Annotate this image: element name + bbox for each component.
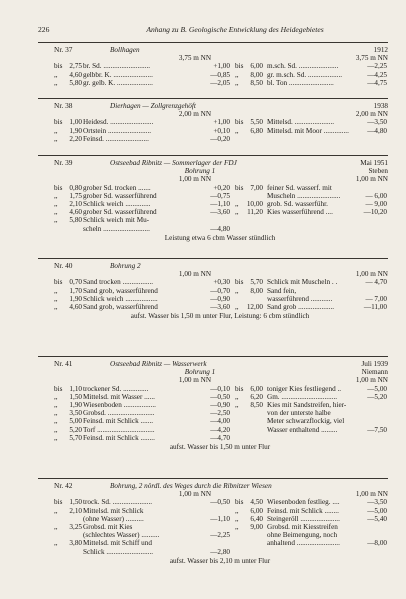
section-note: aufst. Wasser bis 1,50 m unter Flur, Leistung: 6 cbm stündlich bbox=[130, 312, 310, 321]
section-number: Nr. 41 bbox=[54, 359, 73, 368]
layer-depth: 8,00 bbox=[250, 286, 263, 295]
layer-desc: Sand grob, wasserführend bbox=[83, 286, 158, 295]
layer-desc: Sand trocken ................. bbox=[83, 278, 154, 287]
section-number: Nr. 39 bbox=[54, 158, 73, 167]
layer-desc: Kies wasserführend .... bbox=[267, 208, 333, 217]
layer-depth: 8,50 bbox=[250, 78, 263, 87]
layer-prefix: bis bbox=[235, 183, 244, 192]
layer-depth: 0,70 bbox=[69, 278, 82, 287]
layer-depth: 8,00 bbox=[250, 70, 263, 79]
layer-desc: gr. gelb. K. .................... bbox=[83, 78, 153, 87]
layer-prefix: ,, bbox=[54, 433, 58, 442]
layer-value: —0,50 bbox=[210, 392, 230, 401]
page-number: 226 bbox=[38, 25, 50, 34]
section-rule bbox=[38, 155, 388, 156]
layer-desc: Schlick mit Muscheln . . bbox=[267, 278, 338, 287]
section-bohrung: Bohrung 1 bbox=[184, 368, 216, 377]
layer-depth: 11,20 bbox=[247, 208, 263, 217]
layer-depth: 6,00 bbox=[250, 384, 263, 393]
layer-prefix: ,, bbox=[235, 208, 239, 217]
section-rule bbox=[38, 42, 388, 43]
section-year: 1912 bbox=[373, 46, 388, 54]
section-note: Leistung etwa 6 cbm Wasser stündlich bbox=[164, 233, 276, 242]
layer-depth: 5,80 bbox=[69, 216, 82, 225]
layer-value: +1,00 bbox=[213, 118, 230, 127]
layer-value: —0,85 bbox=[210, 70, 230, 79]
layer-desc: Schlick .......................... bbox=[83, 547, 154, 556]
layer-prefix: ,, bbox=[54, 70, 58, 79]
section-number: Nr. 37 bbox=[54, 45, 73, 54]
layer-depth: 5,00 bbox=[69, 417, 82, 426]
layer-value: —4,80 bbox=[210, 224, 230, 233]
left-ground-level: 1,00 m NN bbox=[178, 270, 212, 279]
layer-prefix: bis bbox=[54, 118, 63, 127]
section-place: Dierhagen — Zollgrenzgehöft bbox=[110, 102, 196, 110]
layer-value: +0,10 bbox=[213, 126, 230, 135]
layer-value: —3,60 bbox=[210, 208, 230, 217]
layer-value: —4,00 bbox=[210, 417, 230, 426]
layer-depth: 3,25 bbox=[69, 523, 82, 531]
layer-value: — 4,70 bbox=[365, 278, 387, 287]
layer-desc: von der unterste halbe bbox=[267, 409, 331, 418]
layer-value: —4,80 bbox=[367, 126, 387, 135]
layer-depth: 7,00 bbox=[250, 183, 263, 192]
layer-depth: 5,20 bbox=[69, 425, 82, 434]
layer-depth: 2,10 bbox=[69, 200, 82, 208]
layer-prefix: ,, bbox=[54, 523, 58, 531]
layer-prefix: ,, bbox=[235, 514, 239, 523]
layer-desc: (ohne Wasser) .......... bbox=[83, 514, 144, 523]
layer-desc: gelbbr. K. ...................... bbox=[83, 70, 153, 79]
layer-desc: trock. Sd. ...................... bbox=[83, 498, 153, 507]
layer-value: —11,00 bbox=[363, 303, 387, 311]
layer-depth: 2,20 bbox=[69, 134, 82, 143]
left-ground-level: 1,00 m NN bbox=[178, 175, 212, 184]
layer-depth: 3,50 bbox=[69, 409, 82, 418]
layer-prefix: ,, bbox=[54, 200, 58, 208]
layer-desc: bl. Ton ......................... bbox=[267, 78, 334, 87]
section-rule bbox=[38, 478, 388, 479]
layer-prefix: bis bbox=[54, 278, 63, 287]
layer-desc: Grobsd. .......................... bbox=[83, 409, 155, 418]
layer-desc: Torf ................................ bbox=[83, 425, 155, 434]
section-rule bbox=[38, 356, 388, 357]
layer-depth: 6,00 bbox=[250, 506, 263, 515]
layer-prefix: ,, bbox=[54, 216, 58, 225]
layer-prefix: ,, bbox=[54, 539, 58, 548]
right-ground-level: 1,00 m NN bbox=[355, 490, 388, 499]
layer-depth: 0,80 bbox=[69, 183, 82, 192]
layer-value: —0,70 bbox=[210, 286, 230, 295]
layer-depth: 4,60 bbox=[69, 303, 82, 311]
layer-depth: 1,50 bbox=[69, 392, 82, 401]
layer-desc: grober Sd. trocken ....... bbox=[83, 183, 151, 192]
layer-desc: Mittelsd. mit Schlick bbox=[83, 506, 144, 515]
layer-prefix: bis bbox=[54, 62, 63, 71]
layer-value: —2,50 bbox=[210, 409, 230, 418]
layer-value: —3,50 bbox=[367, 118, 387, 127]
section-author: Niemann bbox=[361, 368, 388, 377]
layer-prefix: ,, bbox=[235, 401, 239, 409]
layer-desc: Feinsd. mit Schlick ........ bbox=[83, 433, 155, 442]
layer-depth: 1,90 bbox=[69, 401, 82, 409]
layer-depth: 1,90 bbox=[69, 126, 82, 135]
layer-depth: 3,80 bbox=[69, 539, 82, 548]
layer-desc: Wasser enthaltend ......... bbox=[267, 425, 338, 434]
layer-desc: grober Sd. wasserführend bbox=[83, 208, 157, 217]
layer-value: —2,25 bbox=[210, 531, 230, 540]
right-ground-level: 1,00 m NN bbox=[355, 175, 388, 184]
layer-depth: 2,75 bbox=[69, 62, 82, 71]
section-year: Juli 1939 bbox=[361, 360, 388, 368]
layer-depth: 10,00 bbox=[246, 200, 263, 208]
layer-prefix: bis bbox=[54, 183, 63, 192]
layer-desc: scheln .......................... bbox=[83, 224, 150, 233]
layer-prefix: ,, bbox=[54, 134, 58, 143]
section-place: Bollhagen bbox=[110, 46, 140, 54]
section-author: Steben bbox=[368, 167, 388, 176]
layer-prefix: ,, bbox=[235, 126, 239, 135]
layer-desc: Feinsd. mit Schlick ........ bbox=[267, 506, 339, 515]
layer-desc: Grobsd. mit Kies bbox=[83, 523, 133, 531]
layer-depth: 4,60 bbox=[69, 208, 82, 217]
section-rule bbox=[38, 258, 388, 259]
layer-value: —0,75 bbox=[210, 191, 230, 200]
layer-desc: Schlick weich mit Mu- bbox=[83, 216, 150, 225]
layer-desc: feiner Sd. wasserf. mit bbox=[267, 183, 332, 192]
layer-depth: 1,50 bbox=[69, 498, 82, 507]
layer-desc: Kies mit Sandstreifen, hier- bbox=[267, 401, 347, 409]
layer-depth: 5,70 bbox=[69, 433, 82, 442]
section-bohrung: Bohrung 1 bbox=[184, 167, 216, 176]
layer-value: —0,10 bbox=[210, 384, 230, 393]
layer-value: —2,05 bbox=[210, 78, 230, 87]
layer-prefix: bis bbox=[235, 118, 244, 127]
layer-prefix: ,, bbox=[54, 286, 58, 295]
layer-value: —1,10 bbox=[210, 200, 230, 208]
layer-value: —8,00 bbox=[367, 539, 387, 548]
layer-desc: Heidesd. ........................ bbox=[83, 118, 154, 127]
layer-desc: anhaltend ........................ bbox=[267, 539, 340, 548]
layer-value: —1,10 bbox=[210, 514, 230, 523]
layer-prefix: ,, bbox=[54, 401, 58, 409]
section-number: Nr. 42 bbox=[54, 481, 73, 490]
layer-desc: gr. m.sch. Sd. ................... bbox=[267, 70, 343, 79]
layer-desc: Schlick weich .............. bbox=[83, 200, 151, 208]
layer-depth: 1,75 bbox=[69, 191, 82, 200]
section-number: Nr. 38 bbox=[54, 101, 73, 110]
layer-desc: Wiesenboden festlieg. .... bbox=[267, 498, 340, 507]
layer-depth: 9,00 bbox=[250, 523, 263, 531]
layer-desc: (schlechtes Wasser) .......... bbox=[83, 531, 160, 540]
layer-prefix: ,, bbox=[54, 191, 58, 200]
layer-value: —4,20 bbox=[210, 425, 230, 434]
layer-depth: 1,70 bbox=[69, 286, 82, 295]
layer-value: —5,00 bbox=[367, 506, 387, 515]
layer-depth: 6,80 bbox=[250, 126, 263, 135]
layer-value: —0,20 bbox=[210, 134, 230, 143]
layer-depth: 6,20 bbox=[250, 392, 263, 401]
layer-prefix: bis bbox=[235, 384, 244, 393]
layer-desc: Schlick weich .................. bbox=[83, 294, 158, 303]
layer-desc: Mittelsd. mit Schiff und bbox=[83, 539, 152, 548]
layer-value: —7,50 bbox=[367, 425, 387, 434]
layer-value: —4,25 bbox=[367, 70, 387, 79]
left-ground-level: 3,75 m NN bbox=[178, 54, 212, 63]
layer-value: —3,60 bbox=[210, 303, 230, 311]
section-place: Bohrung 2 bbox=[110, 262, 141, 270]
layer-desc: Mittelsd. ...................... bbox=[267, 118, 335, 127]
layer-desc: Feinsd. mit Schlick ....... bbox=[83, 417, 154, 426]
right-ground-level: 2,00 m NN bbox=[355, 110, 388, 119]
left-ground-level: 1,00 m NN bbox=[178, 490, 212, 499]
layer-value: —2,80 bbox=[210, 547, 230, 556]
layer-desc: m.sch. Sd. ...................... bbox=[267, 62, 339, 71]
layer-value: —4,70 bbox=[210, 433, 230, 442]
layer-value: — 6,00 bbox=[365, 191, 387, 200]
layer-depth: 1,90 bbox=[69, 294, 82, 303]
layer-prefix: ,, bbox=[54, 126, 58, 135]
layer-prefix: ,, bbox=[54, 78, 58, 87]
layer-depth: 1,00 bbox=[69, 118, 82, 127]
layer-desc: Feinsd. ........................ bbox=[83, 134, 149, 143]
layer-value: —10,20 bbox=[363, 208, 387, 217]
layer-desc: Sand fein, bbox=[267, 286, 297, 295]
layer-value: —5,20 bbox=[367, 392, 387, 401]
layer-value: —4,75 bbox=[367, 78, 387, 87]
layer-value: —0,90 bbox=[210, 294, 230, 303]
layer-prefix: ,, bbox=[235, 286, 239, 295]
layer-desc: Grobsd. mit Kiesstreifen bbox=[267, 523, 338, 531]
layer-desc: grob. Sd. wasserführ. bbox=[267, 200, 328, 208]
layer-prefix: bis bbox=[235, 278, 244, 287]
layer-prefix: ,, bbox=[235, 70, 239, 79]
section-note: aufst. Wasser bis 2,10 m unter Flur bbox=[169, 556, 271, 565]
layer-prefix: ,, bbox=[54, 409, 58, 418]
layer-prefix: ,, bbox=[54, 417, 58, 426]
layer-desc: Wiesenboden .................. bbox=[83, 401, 156, 409]
section-place: Ostseebad Ribnitz — Wasserwerk bbox=[110, 360, 207, 368]
layer-value: —0,90 bbox=[210, 401, 230, 409]
layer-value: —2,25 bbox=[367, 62, 387, 71]
layer-depth: 2,10 bbox=[69, 506, 82, 515]
layer-desc: grober Sd. wasserführend bbox=[83, 191, 157, 200]
layer-desc: toniger Kies festliegend .. bbox=[267, 384, 342, 393]
layer-value: —0,50 bbox=[210, 498, 230, 507]
layer-value: —5,40 bbox=[367, 514, 387, 523]
section-year: 1938 bbox=[373, 102, 388, 110]
layer-prefix: ,, bbox=[54, 425, 58, 434]
layer-desc: Mittelsd. mit Moor .............. bbox=[267, 126, 349, 135]
layer-desc: Steingeröll ...................... bbox=[267, 514, 340, 523]
layer-desc: ohne Beimengung, noch bbox=[267, 531, 338, 540]
left-ground-level: 2,00 m NN bbox=[178, 110, 212, 119]
layer-value: —5,00 bbox=[367, 384, 387, 393]
layer-desc: Sand grob .................... bbox=[267, 303, 335, 311]
layer-value: —3,50 bbox=[367, 498, 387, 507]
layer-desc: Gm. ............................... bbox=[267, 392, 338, 401]
layer-value: +1,00 bbox=[213, 62, 230, 71]
layer-prefix: ,, bbox=[235, 78, 239, 87]
layer-desc: Ortstein ........................ bbox=[83, 126, 152, 135]
layer-prefix: ,, bbox=[235, 506, 239, 515]
layer-prefix: bis bbox=[235, 62, 244, 71]
section-number: Nr. 40 bbox=[54, 261, 73, 270]
layer-depth: 4,50 bbox=[250, 498, 263, 507]
layer-desc: Mittelsd. mit Wasser ...... bbox=[83, 392, 155, 401]
layer-prefix: bis bbox=[235, 498, 244, 507]
layer-prefix: ,, bbox=[235, 523, 239, 531]
layer-depth: 6,00 bbox=[250, 62, 263, 71]
layer-prefix: ,, bbox=[235, 392, 239, 401]
layer-prefix: bis bbox=[54, 384, 63, 393]
layer-depth: 5,50 bbox=[250, 118, 263, 127]
layer-prefix: ,, bbox=[54, 208, 58, 217]
layer-depth: 5,80 bbox=[69, 78, 82, 87]
layer-depth: 6,40 bbox=[250, 514, 263, 523]
layer-depth: 4,60 bbox=[69, 70, 82, 79]
section-place: Bohrung, 2 nördl. des Weges durch die Ribnitzer Wiesen bbox=[110, 482, 272, 490]
layer-value: +0,20 bbox=[213, 183, 230, 192]
layer-prefix: ,, bbox=[54, 294, 58, 303]
layer-desc: Muscheln ........................ bbox=[267, 191, 341, 200]
layer-value: +0,30 bbox=[213, 278, 230, 287]
section-rule bbox=[38, 98, 388, 99]
layer-prefix: ,, bbox=[54, 506, 58, 515]
layer-depth: 5,70 bbox=[250, 278, 263, 287]
section-year: Mai 1951 bbox=[360, 159, 388, 167]
layer-desc: Sand grob, wasserführend bbox=[83, 303, 158, 311]
layer-prefix: ,, bbox=[235, 303, 239, 311]
layer-prefix: ,, bbox=[54, 392, 58, 401]
layer-value: — 7,00 bbox=[365, 294, 387, 303]
layer-prefix: bis bbox=[54, 498, 63, 507]
layer-desc: br. Sd. .......................... bbox=[83, 62, 151, 71]
layer-depth: 1,10 bbox=[69, 384, 82, 393]
layer-depth: 12,00 bbox=[246, 303, 263, 311]
right-ground-level: 1,00 m NN bbox=[355, 270, 388, 279]
left-ground-level: 1,00 m NN bbox=[178, 376, 212, 385]
layer-prefix: ,, bbox=[235, 200, 239, 208]
layer-value: — 9,00 bbox=[365, 200, 387, 208]
layer-desc: wasserführend ............ bbox=[267, 294, 333, 303]
section-place: Ostseebad Ribnitz — Sommerlager der FDJ bbox=[110, 159, 237, 167]
right-ground-level: 3,75 m NN bbox=[355, 54, 388, 63]
right-ground-level: 1,00 m NN bbox=[355, 376, 388, 385]
layer-desc: trockener Sd. .............. bbox=[83, 384, 149, 393]
running-title: Anhang zu B. Geologische Entwicklung des Heidegebietes bbox=[146, 25, 324, 34]
layer-desc: Meter schwarzflockig, viel bbox=[267, 417, 345, 426]
section-note: aufst. Wasser bis 1,50 m unter Flur bbox=[169, 443, 271, 451]
layer-prefix: ,, bbox=[54, 303, 58, 311]
layer-depth: 8,50 bbox=[250, 401, 263, 409]
